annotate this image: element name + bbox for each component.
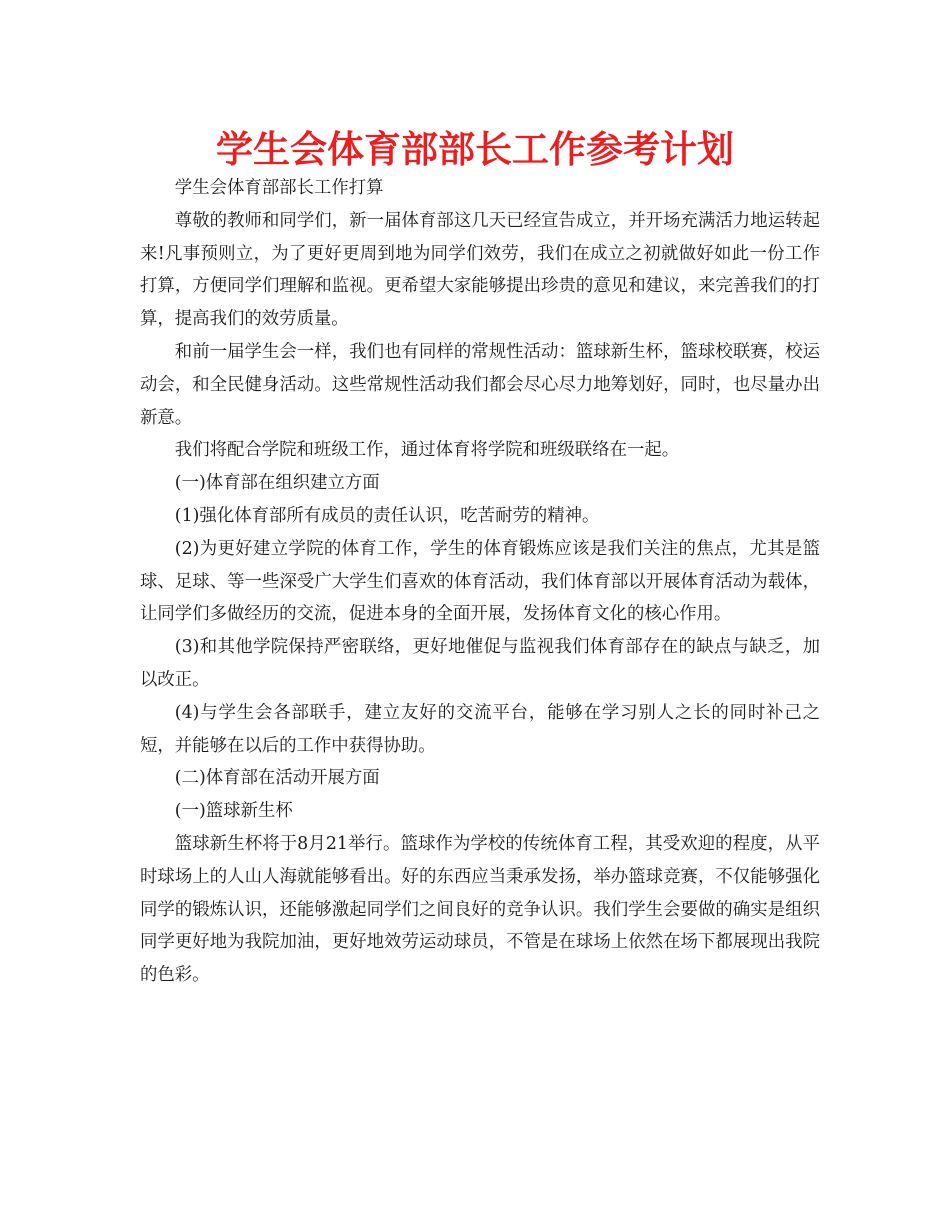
document-title: 学生会体育部部长工作参考计划 bbox=[216, 128, 734, 171]
paragraph-routine-activities: 和前一届学生会一样，我们也有同样的常规性活动：篮球新生杯，篮球校联赛，校运动会，和全民健身活动。这些常规性活动我们都会尽心尽力地筹划好，同时，也尽量办出新意。 bbox=[140, 341, 820, 428]
paragraph-subtitle: 学生会体育部部长工作打算 bbox=[174, 178, 384, 198]
document-body bbox=[140, 172, 820, 992]
paragraph-intro: 尊敬的教师和同学们，新一届体育部这几天已经宣告成立，并开场充满活力地运转起来!凡事预则立，为了更好更周到地为同学们效劳，我们在成立之初就做好如此一份工作打算，方便同学们理解和监视。更希望大家能够提出珍贵的意见和建议，来完善我们的打算，提高我们的效劳质量。 bbox=[140, 210, 820, 330]
section-heading-activities: (二)体育部在活动开展方面 bbox=[174, 768, 380, 789]
list-item-2: (2)为更好建立学院的体育工作，学生的体育锻炼应该是我们关注的焦点，尤其是篮球、足球、等一些深受广大学生们喜欢的体育活动，我们体育部以开展体育活动为载体，让同学们多做经历的交流，促进本身的全面开展，发扬体育文化的核心作用。 bbox=[140, 538, 820, 625]
list-item-1: (1)强化体育部所有成员的责任认识，吃苦耐劳的精神。 bbox=[174, 505, 600, 526]
paragraph-cooperation: 我们将配合学院和班级工作，通过体育将学院和班级联络在一起。 bbox=[174, 440, 680, 461]
list-item-4: (4)与学生会各部联手，建立友好的交流平台，能够在学习别人之长的同时补己之短，并能够在以后的工作中获得协助。 bbox=[140, 702, 820, 756]
subsection-heading-basketball-cup: (一)篮球新生杯 bbox=[174, 801, 293, 822]
list-item-3: (3)和其他学院保持严密联络，更好地催促与监视我们体育部存在的缺点与缺乏，加以改正。 bbox=[140, 637, 820, 690]
section-heading-organization: (一)体育部在组织建立方面 bbox=[174, 473, 380, 494]
paragraph-basketball-cup: 篮球新生杯将于8月21举行。篮球作为学校的传统体育工程，其受欢迎的程度，从平时球场上的人山人海就能够看出。好的东西应当秉承发扬，举办篮球竞赛，不仅能够强化同学的锻炼认识，还能够激起同学们之间良好的竞争认识。我们学生会要做的确实是组织同学更好地为我院加油，更好地效劳运动球员，不管是在球场上依然在场下都展现出我院的色彩。 bbox=[140, 833, 820, 986]
